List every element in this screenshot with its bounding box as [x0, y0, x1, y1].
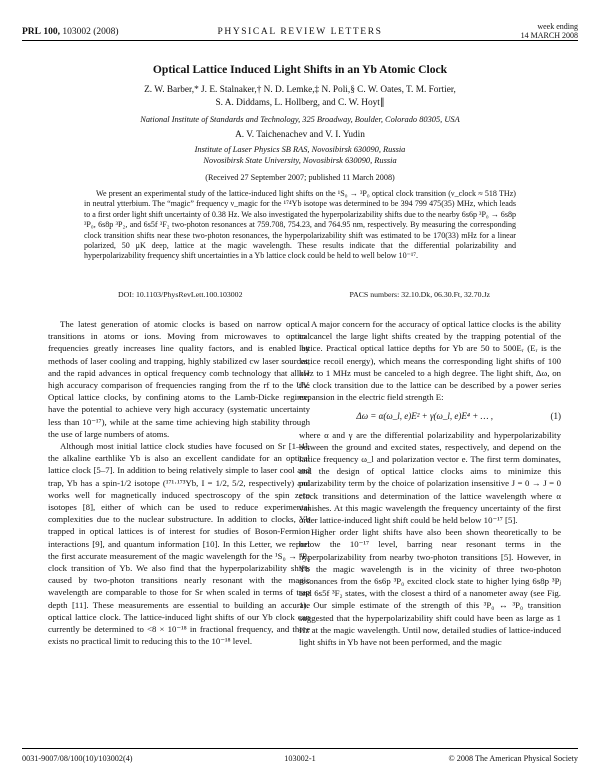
paragraph: The latest generation of atomic clocks is based on narrow optical transitions in atoms or ions. Moving from microwaves to optical frequencies greatly increases line quality factors, and is enabled by methods of laser cooling and trapping, highly stabilized cw laser sources, and the rapid advances in optical frequency comb technology that allow high accuracy comparison of frequencies ranging from the rf to the UV. Optical lattice clocks, by confining atoms to the Lamb-Dicke regime, have the potential to achieve very high accuracy (systematic uncertainty less than 10⁻¹⁷), while at the same time achieving high stability through the use of large numbers of atoms.: [48, 319, 310, 439]
affiliation-line-1: Institute of Laser Physics SB RAS, Novosibirsk 630090, Russia: [194, 145, 406, 154]
paragraph: Although most initial lattice clock studies have focused on Sr [1–4], the alkaline earthlike Yb is also an excellent candidate for an optical lattice clock [5–7]. In addition to being relatively simple to laser cool and trap, Yb has a spin-1/2 isotope (¹⁷¹·¹⁷³Yb, I = 1/2, 5/2, respectively) and works well for magnetically induced spectroscopy of the spin zero isotopes [8], either of which can be used to reduce experimental complexities due to the nuclear substructure. In addition to clocks, Yb trapped in optical lattices is of interest for studies of Boson-Fermion interactions [9], and quantum information [10]. In this Letter, we report the first accurate measurement of the magic wavelength for the ¹S₀ → ³P₀ clock transition of Yb. We also find that the hyperpolarizability shifts caused by two-photon transitions nearly resonant with the magic wavelength are comparable to those for Sr when scaled in terms of trap depth [11]. These measurements are essential to building an accurate optical lattice clock. The lattice-induced light shifts of our Yb clock can currently be determined to <8 × 10⁻¹⁸ in fractional frequency, and there exists no practical limit to reducing this to the 10⁻¹⁸ level.: [48, 441, 310, 647]
paragraph: A major concern for the accuracy of optical lattice clocks is the ability to cancel the large light shifts created by the trapping potential of the lattice. Practical optical lattice depths for Yb are 50 to 500Eᵣ (Eᵣ is the lattice recoil energy), which means the corresponding light shifts of 100 kHz to 1 MHz must be canceled to a high degree. The light shift, Δω, on the clock transition due to the lattice can be described by a power series expansion in the electric field strength E:: [299, 319, 561, 403]
header-date: [521, 22, 578, 40]
doi-label: DOI:: [118, 290, 135, 299]
left-column: [48, 318, 310, 647]
author-list-2: A. V. Taichenachev and V. I. Yudin: [235, 130, 365, 140]
equation-number: (1): [550, 411, 561, 422]
footer-divider: [22, 748, 578, 749]
authors-line-2: S. A. Diddams, L. Hollberg, and C. W. Hoyt∥: [215, 98, 385, 108]
footer-issn: 0031-9007/08/100(10)/103002(4): [22, 754, 133, 763]
paragraph: Higher order light shifts have also been shown theoretically to be below the 10⁻¹⁷ level, barring near resonant terms in the hyperpolarizability from nearby two-photon transitions [5]. However, in Yb the magic wavelength is in the vicinity of three two-photon resonances from the 6s6p ³P₀ excited clock state to higher lying 6s8p ³Pⱼ and 6s5f ³F₂ states, with the closest a third of a nanometer away (see Fig. 1). Our simple estimate of the strength of this ³P₀ ↔ ³P₀ transition suggested that the hyperpolarizability shift could have been as large as 1 Hz at the magic wavelength. Until now, detailed studies of lattice-induced light shifts in Yb have not been performed, and the magic: [299, 527, 561, 648]
journal-abbrev: PRL: [22, 27, 41, 37]
paper-title: Optical Lattice Induced Light Shifts in an Yb Atomic Clock: [152, 63, 448, 76]
footer-page-number: 103002-1: [284, 754, 316, 763]
pacs-numbers: PACS numbers: 32.10.Dk, 06.30.Ft, 32.70.Jz: [349, 290, 490, 299]
article-number: 103002 (2008): [62, 27, 119, 37]
paragraph: where α and γ are the differential polarizability and hyperpolarizability between the ground and excited states, respectively, and depend on the lattice frequency ω_l and polarization vector e. The first term dominates, and the design of optical lattice clocks aims to minimize this polarizability term by the choice of polarization insensitive J = 0 → J = 0 clock transitions and determination of the lattice wavelength where α vanishes. At this magic wavelength the frequency uncertainty of the first order lattice-induced light shift could be held below 10⁻¹⁷ [5].: [299, 429, 561, 526]
equation-1: [299, 410, 561, 422]
journal-name: PHYSICAL REVIEW LETTERS: [217, 27, 383, 37]
right-column: [299, 318, 561, 648]
header-divider: [22, 40, 578, 41]
doi-link[interactable]: 10.1103/PhysRevLett.100.103002: [135, 290, 243, 299]
received-dates: (Received 27 September 2007; published 11 March 2008): [205, 173, 395, 182]
volume-number: 100,: [43, 27, 60, 37]
affiliation-line-2: Novosibirsk State University, Novosibirsk 630090, Russia: [203, 156, 397, 165]
affiliation-nist: National Institute of Standards and Technology, 325 Broadway, Boulder, Colorado 80305, USA: [140, 115, 460, 124]
equation-text: Δω = α(ω_l, e)E² + γ(ω_l, e)E⁴ + … ,: [356, 411, 494, 422]
week-ending-label: week ending: [537, 22, 578, 31]
authors-line-1: Z. W. Barber,* J. E. Stalnaker,† N. D. Lemke,‡ N. Poli,§ C. W. Oates, T. M. Fortier,: [144, 85, 456, 95]
doi: [118, 290, 242, 299]
footer-copyright: © 2008 The American Physical Society: [448, 754, 578, 763]
issue-date: 14 MARCH 2008: [520, 31, 578, 40]
affiliation-russia: [40, 144, 560, 166]
author-list: [40, 84, 560, 110]
abstract: We present an experimental study of the lattice-induced light shifts on the ¹S₀ → ³P₀ optical clock transition (ν_clock ≈ 518 THz) in neutral ytterbium. The “magic” frequency ν_magic for the ¹⁷⁴Yb isotope was determined to be 394 799 475(35) MHz, which leads to a first order light shift uncertainty of 0.38 Hz. We also investigated the hyperpolarizability shifts due to the nearby 6s6p ³P₀ → 6s8p ³P₀, 6s8p ³P₂, and 6s5f ³F₂ two-photon resonances at 759.708, 754.23, and 764.95 nm, respectively. By measuring the corresponding clock transition shifts near these two-photon resonances, the hyperpolarizability shift was estimated to be 170(33) mHz for a linear polarized, 50 μK deep, lattice at the magic wavelength. These results indicate that the differential polarizability and hyperpolarizability frequency shift uncertainties in a Yb lattice clock could be held to well below 10⁻¹⁷.: [84, 189, 516, 261]
